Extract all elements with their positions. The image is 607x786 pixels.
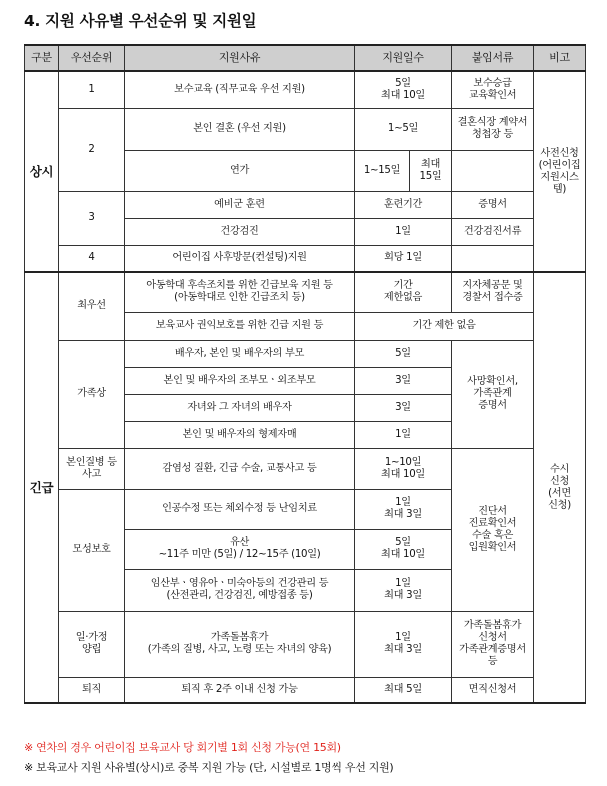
- days-cell: 기간 제한 없음: [355, 312, 534, 340]
- reason-cell: 연가: [125, 150, 355, 191]
- days-cell: 기간 제한없음: [355, 272, 452, 312]
- priority-cell: 본인질병 등 사고: [59, 448, 125, 489]
- header-documents: 붙임서류: [452, 45, 534, 71]
- days-cell: 1일: [355, 218, 452, 245]
- remarks-gingeup: 수시 신청 (서면 신청): [534, 272, 586, 703]
- reason-cell: 퇴직 후 2주 이내 신청 가능: [125, 677, 355, 703]
- table-row: [25, 677, 586, 703]
- reason-cell: 아동학대 후속조치를 위한 긴급보육 지원 등 (아동학대로 인한 긴급조치 등): [125, 272, 355, 312]
- document-cell: 보수승급 교육확인서: [452, 71, 534, 108]
- footnotes: [24, 738, 393, 778]
- reason-cell: 인공수정 또는 체외수정 등 난임치료: [125, 489, 355, 529]
- priority-cell: 2: [59, 108, 125, 191]
- priority-cell: 1: [59, 71, 125, 108]
- document-cell: 면직신청서: [452, 677, 534, 703]
- document-cell: 사망확인서, 가족관계 증명서: [452, 340, 534, 448]
- priority-cell: 4: [59, 245, 125, 272]
- header-category: 구분: [25, 45, 59, 71]
- category-gingeup: 긴급: [25, 272, 59, 703]
- reason-cell: 본인 및 배우자의 조부모ㆍ외조부모: [125, 367, 355, 394]
- days-cell: 5일 최대 10일: [355, 529, 452, 569]
- document-cell: 가족돌봄휴가 신청서 가족관계증명서 등: [452, 611, 534, 677]
- header-row: [25, 45, 586, 71]
- reason-cell: 배우자, 본인 및 배우자의 부모: [125, 340, 355, 367]
- table-row: [25, 611, 586, 677]
- document-cell: 건강검진서류: [452, 218, 534, 245]
- days-cell: 3일: [355, 367, 452, 394]
- days-cell: 1일 최대 3일: [355, 611, 452, 677]
- days-cell: 최대 5일: [355, 677, 452, 703]
- table-row: [25, 448, 586, 489]
- priority-cell: 모성보호: [59, 489, 125, 611]
- days-cell: 훈련기간: [355, 191, 452, 218]
- header-days: 지원일수: [355, 45, 452, 71]
- priority-cell: 퇴직: [59, 677, 125, 703]
- document-cell: [452, 150, 534, 191]
- table-row: [25, 191, 586, 218]
- reason-cell: 자녀와 그 자녀의 배우자: [125, 394, 355, 421]
- reason-cell: 유산 ~11주 미만 (5일) / 12~15주 (10일): [125, 529, 355, 569]
- days-cell: 회당 1일: [355, 245, 452, 272]
- days-cell: 1~15일: [355, 150, 410, 191]
- reason-cell: 본인 및 배우자의 형제자매: [125, 421, 355, 448]
- footnote-annual-leave: ※ 연차의 경우 어린이집 보육교사 당 회기별 1회 신청 가능(연 15회): [24, 741, 341, 754]
- footnote-duplicate-support: ※ 보육교사 지원 사유별(상시)로 중복 지원 가능 (단, 시설별로 1명씩 우선 지원): [24, 761, 394, 774]
- days-cell: 1~5일: [355, 108, 452, 150]
- priority-cell: 일·가정 양립: [59, 611, 125, 677]
- days-cell: 3일: [355, 394, 452, 421]
- header-priority: 우선순위: [59, 45, 125, 71]
- table-row: [25, 340, 586, 367]
- priority-table: [24, 44, 586, 704]
- table-row: [25, 71, 586, 108]
- reason-cell: 본인 결혼 (우선 지원): [125, 108, 355, 150]
- header-reason: 지원사유: [125, 45, 355, 71]
- priority-cell: 가족상: [59, 340, 125, 448]
- priority-cell: 최우선: [59, 272, 125, 340]
- document-cell: 지자체공문 및 경찰서 접수증: [452, 272, 534, 312]
- document-cell: 증명서: [452, 191, 534, 218]
- category-sangsi: 상시: [25, 71, 59, 272]
- remarks-sangsi: 사전신청 (어린이집 지원시스템): [534, 71, 586, 272]
- days-cell: 1일 최대 3일: [355, 489, 452, 529]
- days-cell: 1~10일 최대 10일: [355, 448, 452, 489]
- days-cell: 5일 최대 10일: [355, 71, 452, 108]
- reason-cell: 어린이집 사후방문(컨설팅)지원: [125, 245, 355, 272]
- reason-cell: 가족돌봄휴가 (가족의 질병, 사고, 노령 또는 자녀의 양육): [125, 611, 355, 677]
- header-remarks: 비고: [534, 45, 586, 71]
- reason-cell: 건강검진: [125, 218, 355, 245]
- reason-cell: 임산부ㆍ영유아ㆍ미숙아등의 건강관리 등 (산전관리, 건강검진, 예방접종 등): [125, 569, 355, 611]
- table-row: [25, 245, 586, 272]
- max-days-cell: 최대 15일: [410, 150, 452, 191]
- days-cell: 1일: [355, 421, 452, 448]
- reason-cell: 보수교육 (직무교육 우선 지원): [125, 71, 355, 108]
- document-cell: [452, 245, 534, 272]
- document-cell: 진단서 진료확인서 수술 혹은 입원확인서: [452, 448, 534, 611]
- reason-cell: 예비군 훈련: [125, 191, 355, 218]
- section-title: 4. 지원 사유별 우선순위 및 지원일: [24, 12, 257, 30]
- document-cell: 결혼식장 계약서 청첩장 등: [452, 108, 534, 150]
- days-cell: 5일: [355, 340, 452, 367]
- days-cell: 1일 최대 3일: [355, 569, 452, 611]
- reason-cell: 감염성 질환, 긴급 수술, 교통사고 등: [125, 448, 355, 489]
- priority-cell: 3: [59, 191, 125, 245]
- reason-cell: 보육교사 권익보호를 위한 긴급 지원 등: [125, 312, 355, 340]
- table-row: [25, 272, 586, 312]
- table-row: [25, 108, 586, 150]
